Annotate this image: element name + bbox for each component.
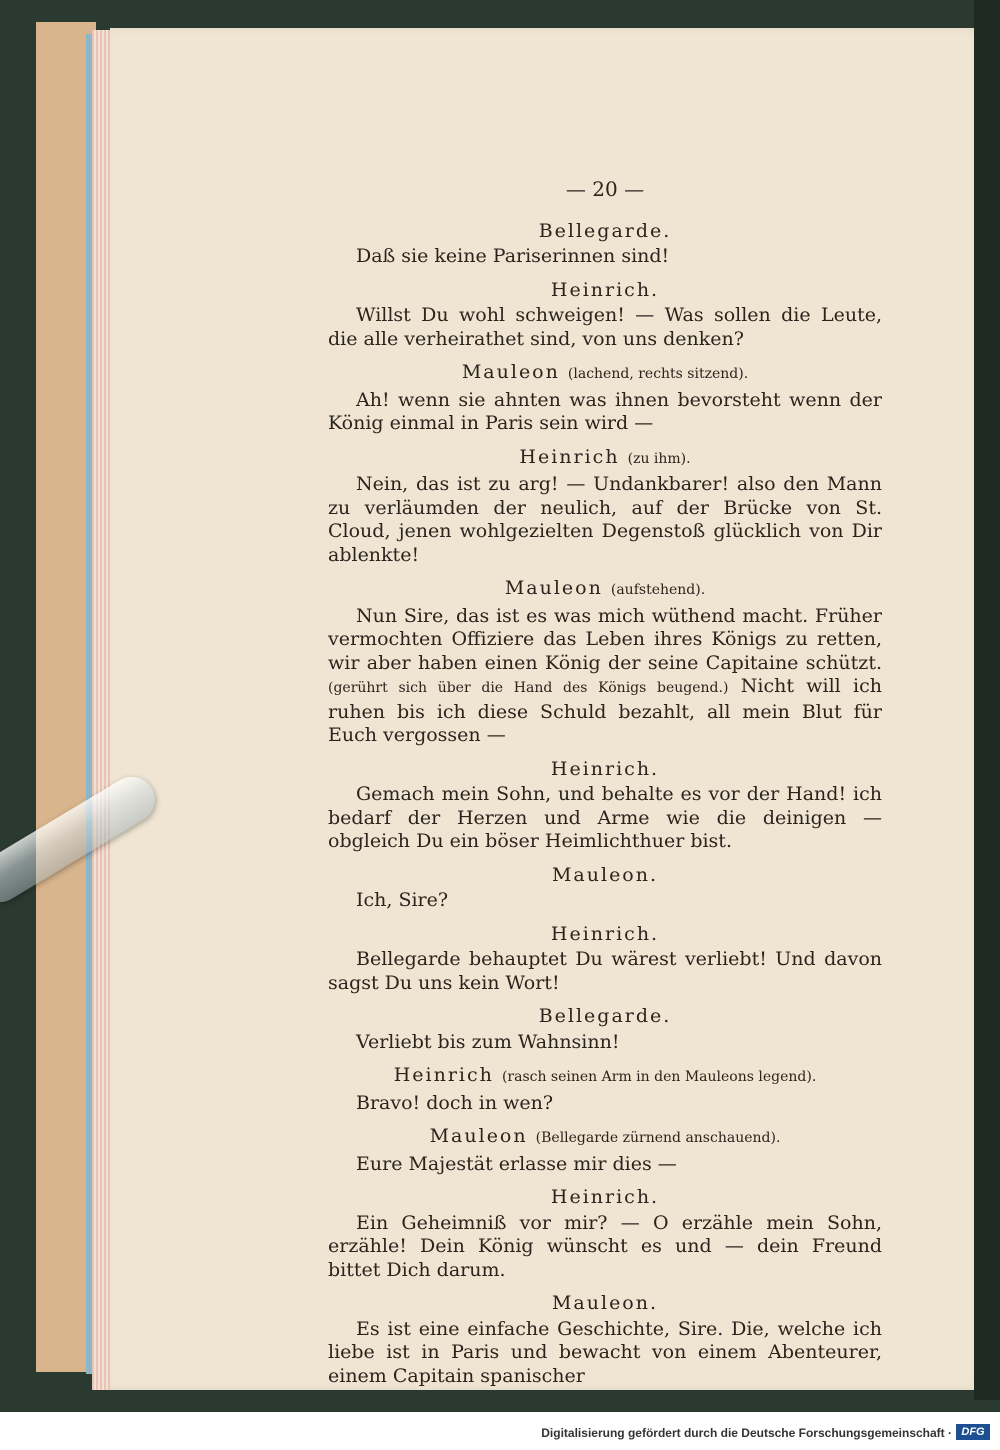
dialogue-text: Daß sie keine Pariserinnen sind! (356, 245, 670, 267)
speaker-name (328, 279, 882, 303)
dialogue-line (328, 948, 882, 995)
dialogue-text: Bravo! doch in wen? (356, 1091, 554, 1114)
speaker-label: Bellegarde. (538, 1005, 672, 1027)
speaker-name (328, 1125, 882, 1151)
stage-direction: (Bellegarde zürnend anschauend). (535, 1130, 781, 1146)
speaker-name (328, 1186, 882, 1210)
dfg-logo-icon: DFG (956, 1424, 990, 1440)
dialogue-text: Bellegarde behauptet Du wärest verliebt! Und davon sagst Du uns kein Wort! (328, 948, 882, 994)
speaker-label: Mauleon (461, 361, 560, 383)
dialogue-line (328, 304, 882, 351)
speaker-name (328, 1005, 882, 1029)
dialogue-text: Willst Du wohl schweigen! — Was sollen die Leute, die alle verheirathet sind, von uns denken? (328, 304, 882, 350)
speaker-label: Heinrich (393, 1064, 494, 1086)
speaker-name (328, 1292, 882, 1316)
speaker-name (328, 220, 882, 244)
dialogue-line (328, 245, 882, 269)
dialogue-line (328, 1153, 882, 1177)
speaker-label: Heinrich. (550, 922, 660, 945)
dialogue-text: Gemach mein Sohn, und behalte es vor der Hand! ich bedarf der Herzen und Arme wie die deinigen — obgleich Du ein böser Heimlichthuer bist. (328, 783, 882, 852)
speaker-label: Heinrich. (550, 1186, 660, 1208)
dialogue-text: Ein Geheimniß vor mir? — O erzähle mein Sohn, erzähle! Dein König wünscht es und — dein Freund bittet Dich darum. (328, 1211, 882, 1281)
stage-direction: (lachend, rechts sitzend). (567, 366, 749, 382)
speaker-name (328, 361, 882, 387)
dialogue-text: Eure Majestät erlasse mir dies — (356, 1152, 677, 1175)
page-stack (92, 30, 112, 1390)
speaker-label: Mauleon. (551, 863, 659, 886)
dialogue-line (328, 889, 882, 913)
page-number: — 20 — (565, 177, 645, 201)
speaker-label: Bellegarde. (538, 219, 672, 242)
speaker-name (328, 758, 882, 782)
dialogue-text: Nein, das ist zu arg! — Undankbarer! also den Mann zu verläumden der neulich, auf der Brücke von St. Cloud, jenen wohlgezielten Degenstoß glücklich von Dir ablenkte! (328, 473, 882, 566)
footer-bar (0, 1412, 1000, 1450)
speaker-label: Mauleon. (551, 1292, 659, 1314)
dialogue-text: Nun Sire, das ist es was mich wüthend macht. Früher vermochten Offiziere das Leben ihres Königs zu retten, wir aber haben einen König der seine Capitaine schützt. (328, 604, 882, 674)
speaker-name (328, 923, 882, 947)
speaker-name (328, 864, 882, 888)
dialogue-line (328, 1318, 882, 1389)
speaker-label: Heinrich. (550, 278, 660, 301)
speaker-name (328, 1064, 882, 1090)
dialogue-line (328, 1031, 882, 1055)
speaker-name (328, 446, 882, 472)
dialogue-line (328, 389, 882, 436)
dialogue-text: Ich, Sire? (356, 889, 449, 911)
dialogue-line (328, 1092, 882, 1116)
stage-direction: (rasch seinen Arm in den Mauleons legend). (501, 1069, 817, 1085)
stage-direction: (gerührt sich über die Hand des Königs beugend.) (328, 680, 729, 696)
dialogue-text: Ah! wenn sie ahnten was ihnen bevorsteht wenn der König einmal in Paris sein wird — (328, 388, 882, 434)
background-strip (974, 0, 1000, 1400)
dialogue-text: Es ist eine einfache Geschichte, Sire. Die, welche ich liebe ist in Paris und bewacht von einem Abenteurer, einem Capitain spanischer (328, 1317, 882, 1387)
speaker-label: Mauleon (504, 577, 603, 599)
dialogue-line (328, 473, 882, 567)
speaker-label: Heinrich (519, 445, 620, 468)
speaker-label: Mauleon (429, 1125, 528, 1147)
stage-direction: (aufstehend). (610, 582, 706, 598)
dialogue-line (328, 605, 882, 748)
speaker-label: Heinrich. (550, 757, 660, 780)
dialogue-line (328, 1212, 882, 1283)
dialogue-blocks (328, 220, 882, 1389)
dialogue-line (328, 783, 882, 854)
stage-direction: (zu ihm). (627, 450, 691, 467)
page-text (328, 178, 882, 1388)
speaker-name (328, 577, 882, 603)
dialogue-text: Verliebt bis zum Wahnsinn! (356, 1030, 620, 1053)
dialogue-text-continued: Nicht will ich ruhen bis ich diese Schuld bezahlt, all mein Blut für Euch vergossen — (328, 675, 883, 746)
footer-text: Digitalisierung gefördert durch die Deutsche Forschungsgemeinschaft · (541, 1426, 952, 1440)
